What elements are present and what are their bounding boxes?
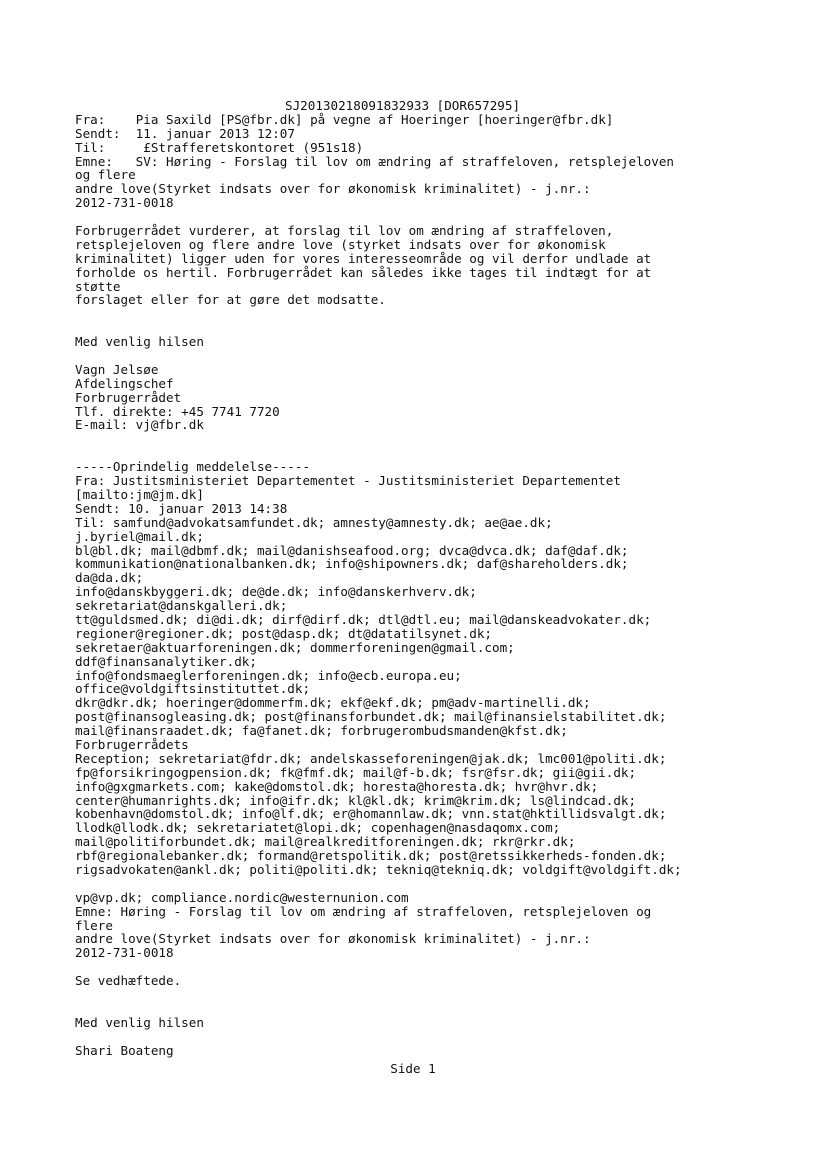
original-message-line: regioner@regioner.dk; post@dasp.dk; dt@datatilsynet.dk; [75,625,493,641]
original-message-line: office@voldgiftsinstituttet.dk; [75,681,311,697]
original-message-line: mail@finansraadet.dk; fa@fanet.dk; forbrugerombudsmanden@kfst.dk; [75,723,568,739]
attachment-note: Se vedhæftede. [75,973,182,989]
original-message-line: flere [75,917,113,933]
original-message-header [75,474,815,877]
original-message-line: llodk@llodk.dk; sekretariatet@lopi.dk; copenhagen@nasdaqomx.com; [75,820,561,836]
header-subject [75,155,815,169]
original-message-line: Emne: Høring - Forslag til lov om ændring af straffeloven, retsplejeloven og [75,903,652,919]
original-message-separator: -----Oprindelig meddelelse----- [75,459,311,475]
closing: Med venlig hilsen [75,334,204,350]
header-from [75,113,815,127]
original-message-line: tt@guldsmed.dk; di@di.dk; dirf@dirf.dk; dtl@dtl.eu; mail@danskeadvokater.dk; [75,611,652,627]
signature-title: Afdelingschef [75,375,174,391]
original-message-line: dkr@dkr.dk; hoeringer@dommerfm.dk; ekf@ekf.dk; pm@adv-martinelli.dk; [75,695,591,711]
signature-name: Vagn Jelsøe [75,361,159,377]
original-message-subject [75,891,815,960]
sent-label: Sendt: [75,125,121,141]
from-label: Fra: [75,111,106,127]
body-line: forslaget eller for at gøre det modsatte. [75,292,386,308]
original-message-line: info@danskbyggeri.dk; de@de.dk; info@danskerhverv.dk; [75,584,477,600]
original-message-line: 2012-731-0018 [75,945,174,961]
subject-value: SV: Høring - Forslag til lov om ændring af straffeloven, retsplejeloven [135,153,674,169]
email-printout [75,99,815,1057]
subject-continuation: andre love(Styrket indsats over for økonomisk kriminalitet) - j.nr.: [75,181,591,197]
signature-org: Forbrugerrådet [75,389,182,405]
page-number: Side 1 [390,1061,436,1076]
original-message-line: da@da.dk; [75,570,144,586]
original-message-line: info@fondsmaeglerforeningen.dk; info@ecb.europa.eu; [75,667,462,683]
body-line: Forbrugerrådet vurderer, at forslag til lov om ændring af straffeloven, [75,223,614,239]
header-to [75,141,815,155]
original-message-line: j.byriel@mail.dk; [75,528,204,544]
subject-continuation: og flere [75,167,136,183]
signature-email: E-mail: vj@fbr.dk [75,417,204,433]
signature-phone: Tlf. direkte: +45 7741 7720 [75,403,280,419]
original-closing: Med venlig hilsen [75,1014,204,1030]
original-message-line: Forbrugerrådets [75,736,189,752]
original-message-line: Reception; sekretariat@fdr.dk; andelskasseforeningen@jak.dk; lmc001@politi.dk; [75,750,667,766]
header-sent [75,127,815,141]
body-line: støtte [75,278,121,294]
subject-label: Emne: [75,153,113,169]
original-message-line: ddf@finansanalytiker.dk; [75,653,257,669]
body-line: kriminalitet) ligger uden for vores interesseområde og vil derfor undlade at [75,250,652,266]
original-message-line: rbf@regionalebanker.dk; formand@retspolitik.dk; post@retssikkerheds-fonden.dk; [75,848,667,864]
original-message-line: andre love(Styrket indsats over for økonomisk kriminalitet) - j.nr.: [75,931,591,947]
original-message-line: post@finansogleasing.dk; post@finansforbundet.dk; mail@finansielstabilitet.dk; [75,709,667,725]
original-message-line: Til: samfund@advokatsamfundet.dk; amnesty@amnesty.dk; ae@ae.dk; [75,514,553,530]
original-message-line: mail@politiforbundet.dk; mail@realkreditforeningen.dk; rkr@rkr.dk; [75,834,576,850]
original-message-line: kobenhavn@domstol.dk; info@lf.dk; er@homannlaw.dk; vnn.stat@hktillidsvalgt.dk; [75,806,667,822]
original-message-line: Fra: Justitsministeriet Departementet - Justitsministeriet Departementet [75,473,621,489]
original-message-line: sekretaer@aktuarforeningen.dk; dommerforeningen@gmail.com; [75,639,515,655]
original-message-line: bl@bl.dk; mail@dbmf.dk; mail@danishseafood.org; dvca@dvca.dk; daf@daf.dk; [75,542,629,558]
original-message-line: sekretariat@danskgalleri.dk; [75,598,288,614]
original-message-line: Sendt: 10. januar 2013 14:38 [75,500,288,516]
original-message-line: info@gxgmarkets.com; kake@domstol.dk; horesta@horesta.dk; hvr@hvr.dk; [75,778,599,794]
original-message-line: fp@forsikringogpension.dk; fk@fmf.dk; mail@f-b.dk; fsr@fsr.dk; gii@gii.dk; [75,764,637,780]
document-id: SJ20130218091832933 [DOR657295] [285,98,521,113]
original-message-line: [mailto:jm@jm.dk] [75,486,204,502]
original-sender-name: Shari Boateng [75,1042,174,1058]
to-value: £Strafferetskontoret (951s18) [143,139,364,155]
original-message-line: center@humanrights.dk; info@ifr.dk; kl@kl.dk; krim@krim.dk; ls@lindcad.dk; [75,792,637,808]
subject-continuation: 2012-731-0018 [75,195,174,211]
original-message-line: vp@vp.dk; compliance.nordic@westernunion.com [75,889,409,905]
body-line: forholde os hertil. Forbrugerrådet kan således ikke tages til indtægt for at [75,264,652,280]
to-label: Til: [75,139,106,155]
original-message-line: kommunikation@nationalbanken.dk; info@shipowners.dk; daf@shareholders.dk; [75,556,629,572]
original-message-line: rigsadvokaten@ankl.dk; politi@politi.dk; tekniq@tekniq.dk; voldgift@voldgift.dk; [75,861,682,877]
from-value: Pia Saxild [PS@fbr.dk] på vegne af Hoeringer [hoeringer@fbr.dk] [135,111,614,127]
sent-value: 11. januar 2013 12:07 [135,125,295,141]
body-line: retsplejeloven og flere andre love (styrket indsats over for økonomisk [75,236,606,252]
